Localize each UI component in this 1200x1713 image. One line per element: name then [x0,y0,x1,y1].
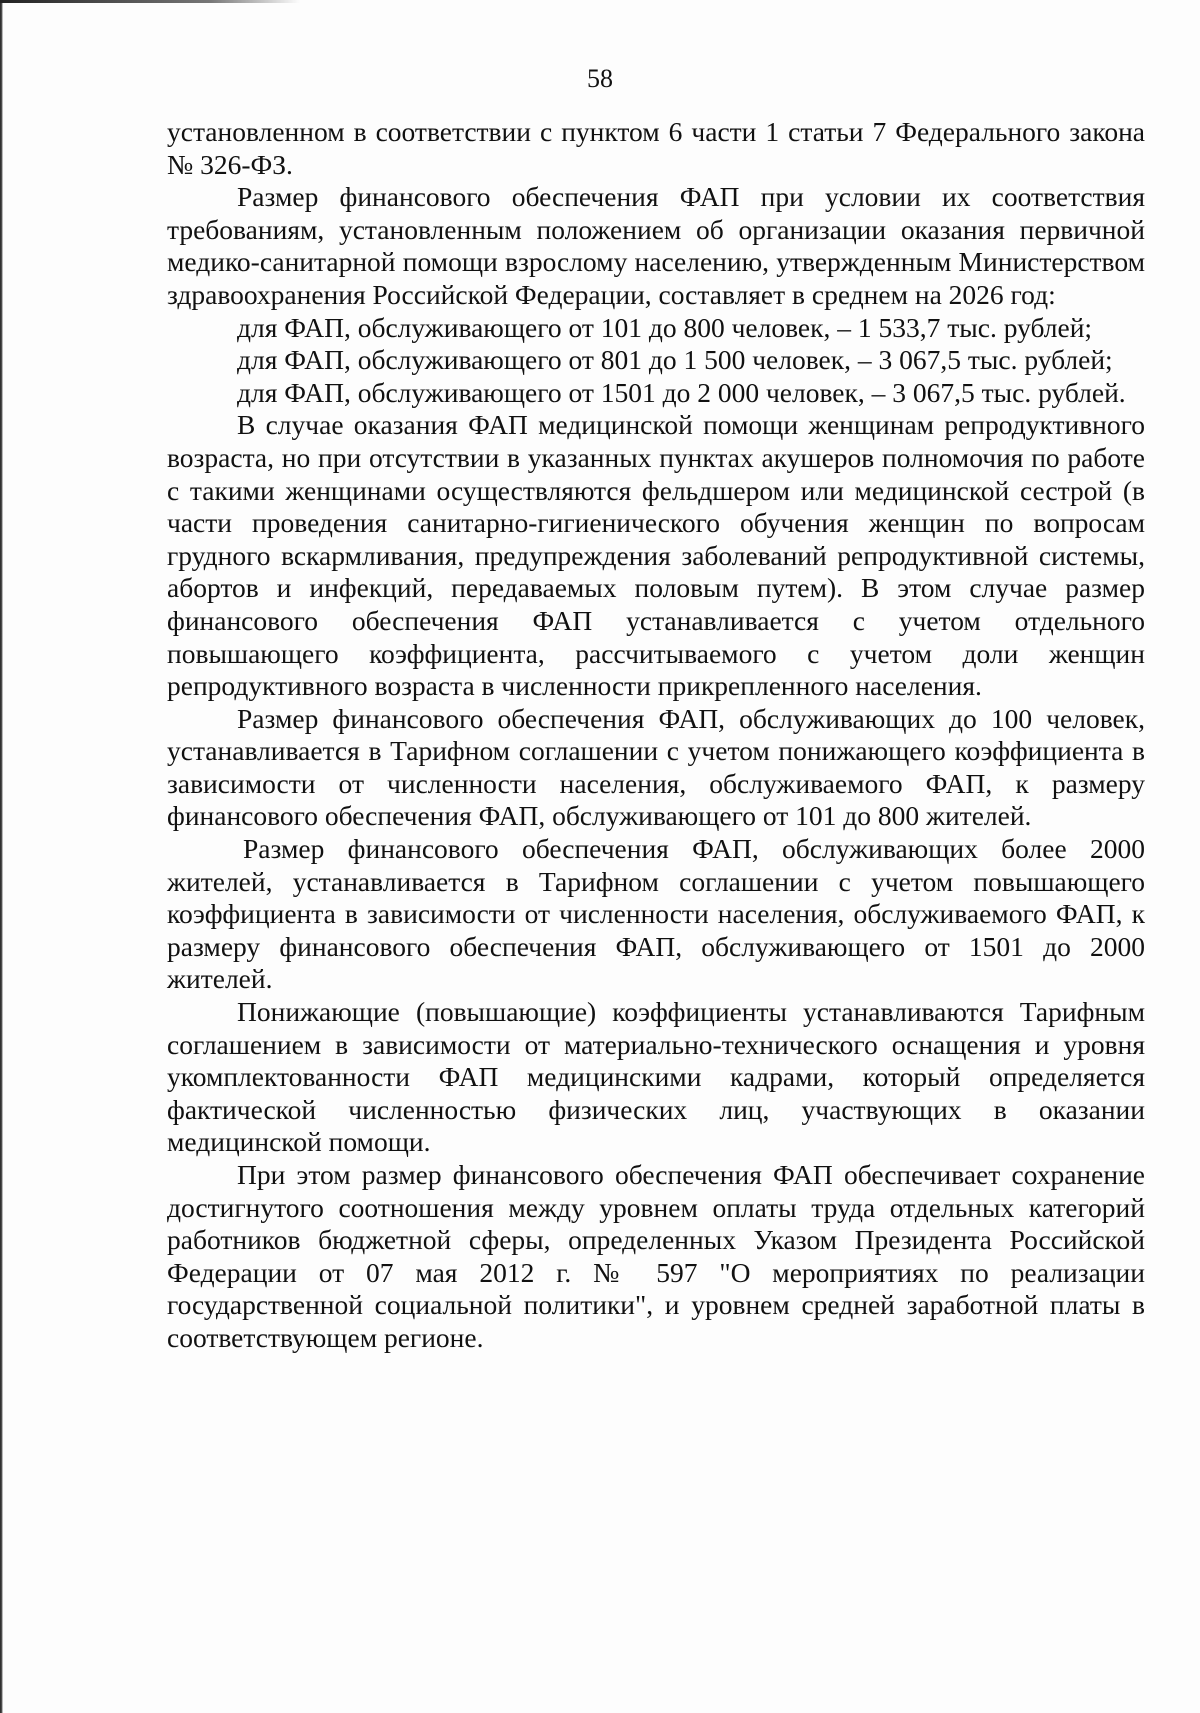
paragraph-salary-ratio: При этом размер финансового обеспечения ФАП обеспечивает сохранение достигнутого соотношения между уровнем оплаты труда отдельных категорий работников бюджетной сферы, определенных Указом Президента Российской Федерации от 07 мая 2012 г. № 597 "О мероприятиях по реализации государственной социальной политики", и уровнем средней заработной платы в соответствующем регионе. [167,1159,1145,1353]
paragraph-continuation: установленном в соответствии с пунктом 6 части 1 статьи 7 Федерального закона № 326-ФЗ. [167,116,1145,180]
list-item-1501-2000: для ФАП, обслуживающего от 1501 до 2 000 человек, – 3 067,5 тыс. рублей. [237,376,1126,408]
paragraph-coefficients: Понижающие (повышающие) коэффициенты устанавливаются Тарифным соглашением в зависимости от материально-технического оснащения и уровня укомплектованности ФАП медицинскими кадрами, который определяется фактической численностью физических лиц, участвующих в оказании медицинской помощи. [167,996,1145,1158]
paragraph-women-care: В случае оказания ФАП медицинской помощи женщинам репродуктивного возраста, но при отсутствии в указанных пунктах акушеров полномочия по работе с такими женщинами осуществляются фельдшером или медицинской сестрой (в части проведения санитарно-гигиенического обучения женщин по вопросам грудного вскармливания, предупреждения заболеваний репродуктивной системы, абортов и инфекций, передаваемых половым путем). В этом случае размер финансового обеспечения ФАП устанавливается с учетом отдельного повышающего коэффициента, рассчитываемого с учетом доли женщин репродуктивного возраста в численности прикрепленного населения. [167,409,1145,702]
page-number: 58 [587,64,613,93]
list-item-101-800: для ФАП, обслуживающего от 101 до 800 человек, – 1 533,7 тыс. рублей; [237,311,1093,343]
paragraph-under-100: Размер финансового обеспечения ФАП, обслуживающих до 100 человек, устанавливается в Тарифном соглашении с учетом понижающего коэффициента в зависимости от численности населения, обслуживаемого ФАП, к размеру финансового обеспечения ФАП, обслуживающего от 101 до 800 жителей. [167,702,1145,832]
paragraph-over-2000: Размер финансового обеспечения ФАП, обслуживающих более 2000 жителей, устанавливается в Тарифном соглашении с учетом повышающего коэффициента в зависимости от численности населения, обслуживаемого ФАП, к размеру финансового обеспечения ФАП, обслуживающего от 1501 до 2000 жителей. [167,833,1145,995]
paragraph-fap-funding: Размер финансового обеспечения ФАП при условии их соответствия требованиям, установленным положением об организации оказания первичной медико-санитарной помощи взрослому населению, утвержденным Министерством здравоохранения Российской Федерации, составляет в среднем на 2026 год: [167,181,1145,310]
document-body [167,116,1145,1355]
scan-edge-top [0,0,300,3]
list-item-801-1500: для ФАП, обслуживающего от 801 до 1 500 человек, – 3 067,5 тыс. рублей; [237,344,1113,376]
scan-edge-left [0,0,3,1713]
